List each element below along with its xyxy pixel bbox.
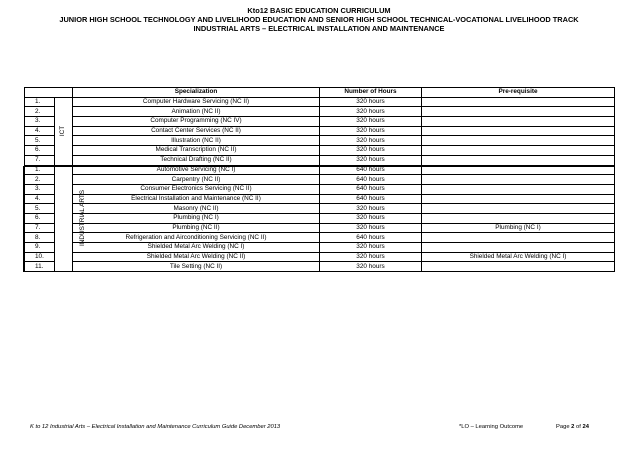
group-label-cell	[55, 97, 73, 165]
specialization-cell: Shielded Metal Arc Welding (NC I)	[73, 243, 320, 253]
prerequisite-cell	[422, 262, 615, 272]
table-row	[25, 243, 615, 253]
row-number: 4.	[25, 194, 55, 204]
prerequisite-cell	[422, 233, 615, 243]
curriculum-title: Kto12 BASIC EDUCATION CURRICULUM	[247, 6, 391, 15]
page-current: 2	[571, 424, 575, 430]
page-total: 24	[582, 424, 589, 430]
prerequisite-cell	[422, 165, 615, 175]
hours-cell: 320 hours	[320, 252, 422, 262]
hours-cell: 320 hours	[320, 107, 422, 117]
specialization-cell: Refrigeration and Airconditioning Servicing (NC II)	[73, 233, 320, 243]
specialization-cell: Tile Setting (NC II)	[73, 262, 320, 272]
row-number: 3.	[25, 184, 55, 194]
specialization-cell: Electrical Installation and Maintenance (NC II)	[73, 194, 320, 204]
group-label-cell	[55, 165, 87, 272]
row-number: 2.	[25, 175, 55, 185]
table-row	[25, 194, 615, 204]
specialization-cell: Masonry (NC II)	[73, 204, 320, 214]
prerequisite-cell	[422, 117, 615, 127]
specialization-cell: Animation (NC II)	[73, 107, 320, 117]
specialization-cell: Technical Drafting (NC II)	[73, 155, 320, 165]
row-number: 3.	[25, 117, 55, 127]
prerequisite-cell	[422, 155, 615, 165]
group-label: ICT	[59, 125, 67, 137]
table-row	[25, 117, 615, 127]
table-row	[25, 223, 615, 233]
prerequisite-cell: Plumbing (NC I)	[422, 223, 615, 233]
hours-cell: 640 hours	[320, 233, 422, 243]
table-body	[25, 97, 615, 271]
specialization-cell: Plumbing (NC I)	[73, 213, 320, 223]
specialization-header: Specialization	[73, 88, 320, 98]
hours-cell: 320 hours	[320, 97, 422, 107]
prerequisite-cell	[422, 97, 615, 107]
specialization-cell: Consumer Electronics Servicing (NC II)	[73, 184, 320, 194]
hours-cell: 320 hours	[320, 223, 422, 233]
specialization-cell: Contact Center Services (NC II)	[73, 126, 320, 136]
table-row	[25, 204, 615, 214]
prerequisite-cell: Shielded Metal Arc Welding (NC I)	[422, 252, 615, 262]
specialization-cell: Illustration (NC II)	[73, 136, 320, 146]
table-row	[25, 213, 615, 223]
hours-header: Number of Hours	[320, 88, 422, 98]
row-number: 11.	[25, 262, 55, 272]
prerequisite-cell	[422, 126, 615, 136]
table-row	[25, 184, 615, 194]
hours-cell: 320 hours	[320, 243, 422, 253]
page-footer	[0, 424, 638, 434]
learning-outcome-note: *LO – Learning Outcome	[459, 424, 524, 430]
specialization-cell: Carpentry (NC II)	[73, 175, 320, 185]
document-header	[0, 6, 638, 34]
prerequisite-cell	[422, 184, 615, 194]
specialization-table	[24, 87, 615, 272]
table-row	[25, 175, 615, 185]
hours-cell: 640 hours	[320, 184, 422, 194]
prerequisite-cell	[422, 146, 615, 156]
specialization-cell: Plumbing (NC II)	[73, 223, 320, 233]
track-title: JUNIOR HIGH SCHOOL TECHNOLOGY AND LIVELIHOOD EDUCATION AND SENIOR HIGH SCHOOL TECHNICAL-VOCATIONAL LIVELIHOOD TRACK	[59, 15, 579, 25]
table-row	[25, 107, 615, 117]
hours-cell: 320 hours	[320, 117, 422, 127]
table-row	[25, 97, 615, 107]
hours-cell: 320 hours	[320, 262, 422, 272]
prerequisite-cell	[422, 107, 615, 117]
table-row	[25, 146, 615, 156]
row-number: 9.	[25, 243, 55, 253]
table-row	[25, 262, 615, 272]
number-header	[25, 88, 73, 98]
table-row	[25, 233, 615, 243]
row-number: 8.	[25, 233, 55, 243]
hours-cell: 320 hours	[320, 213, 422, 223]
page-number	[556, 424, 589, 430]
group-label: INDUSTRIAL ARTS	[79, 190, 87, 247]
page-prefix: Page	[556, 424, 570, 430]
prerequisite-cell	[422, 243, 615, 253]
table-row	[25, 155, 615, 165]
hours-cell: 320 hours	[320, 126, 422, 136]
prerequisite-cell	[422, 175, 615, 185]
prerequisite-cell	[422, 136, 615, 146]
table-row	[25, 165, 615, 175]
hours-cell: 640 hours	[320, 165, 422, 175]
specialization-cell: Computer Hardware Servicing (NC II)	[73, 97, 320, 107]
table-row	[25, 252, 615, 262]
prerequisite-cell	[422, 194, 615, 204]
row-number: 5.	[25, 136, 55, 146]
row-number: 4.	[25, 126, 55, 136]
page-of: of	[576, 424, 581, 430]
table-row	[25, 126, 615, 136]
row-number: 10.	[25, 252, 55, 262]
table-header-row	[25, 88, 615, 98]
specialization-cell: Shielded Metal Arc Welding (NC II)	[73, 252, 320, 262]
row-number: 6.	[25, 213, 55, 223]
row-number: 6.	[25, 146, 55, 156]
row-number: 5.	[25, 204, 55, 214]
hours-cell: 320 hours	[320, 146, 422, 156]
specialization-cell: Computer Programming (NC IV)	[73, 117, 320, 127]
row-number: 2.	[25, 107, 55, 117]
prerequisite-header: Pre-requisite	[422, 88, 615, 98]
table-row	[25, 136, 615, 146]
row-number: 7.	[25, 223, 55, 233]
specialization-cell: Medical Transcription (NC II)	[73, 146, 320, 156]
hours-cell: 320 hours	[320, 155, 422, 165]
hours-cell: 320 hours	[320, 204, 422, 214]
hours-cell: 640 hours	[320, 194, 422, 204]
specialization-cell: Automotive Servicing (NC I)	[73, 165, 320, 175]
row-number: 1.	[25, 165, 55, 175]
prerequisite-cell	[422, 213, 615, 223]
curriculum-guide-label: K to 12 Industrial Arts – Electrical Installation and Maintenance Curriculum Guide December 2013	[30, 424, 281, 430]
subject-title: INDUSTRIAL ARTS – ELECTRICAL INSTALLATION AND MAINTENANCE	[193, 24, 445, 34]
hours-cell: 320 hours	[320, 136, 422, 146]
prerequisite-cell	[422, 204, 615, 214]
row-number: 7.	[25, 155, 55, 165]
hours-cell: 640 hours	[320, 175, 422, 185]
row-number: 1.	[25, 97, 55, 107]
